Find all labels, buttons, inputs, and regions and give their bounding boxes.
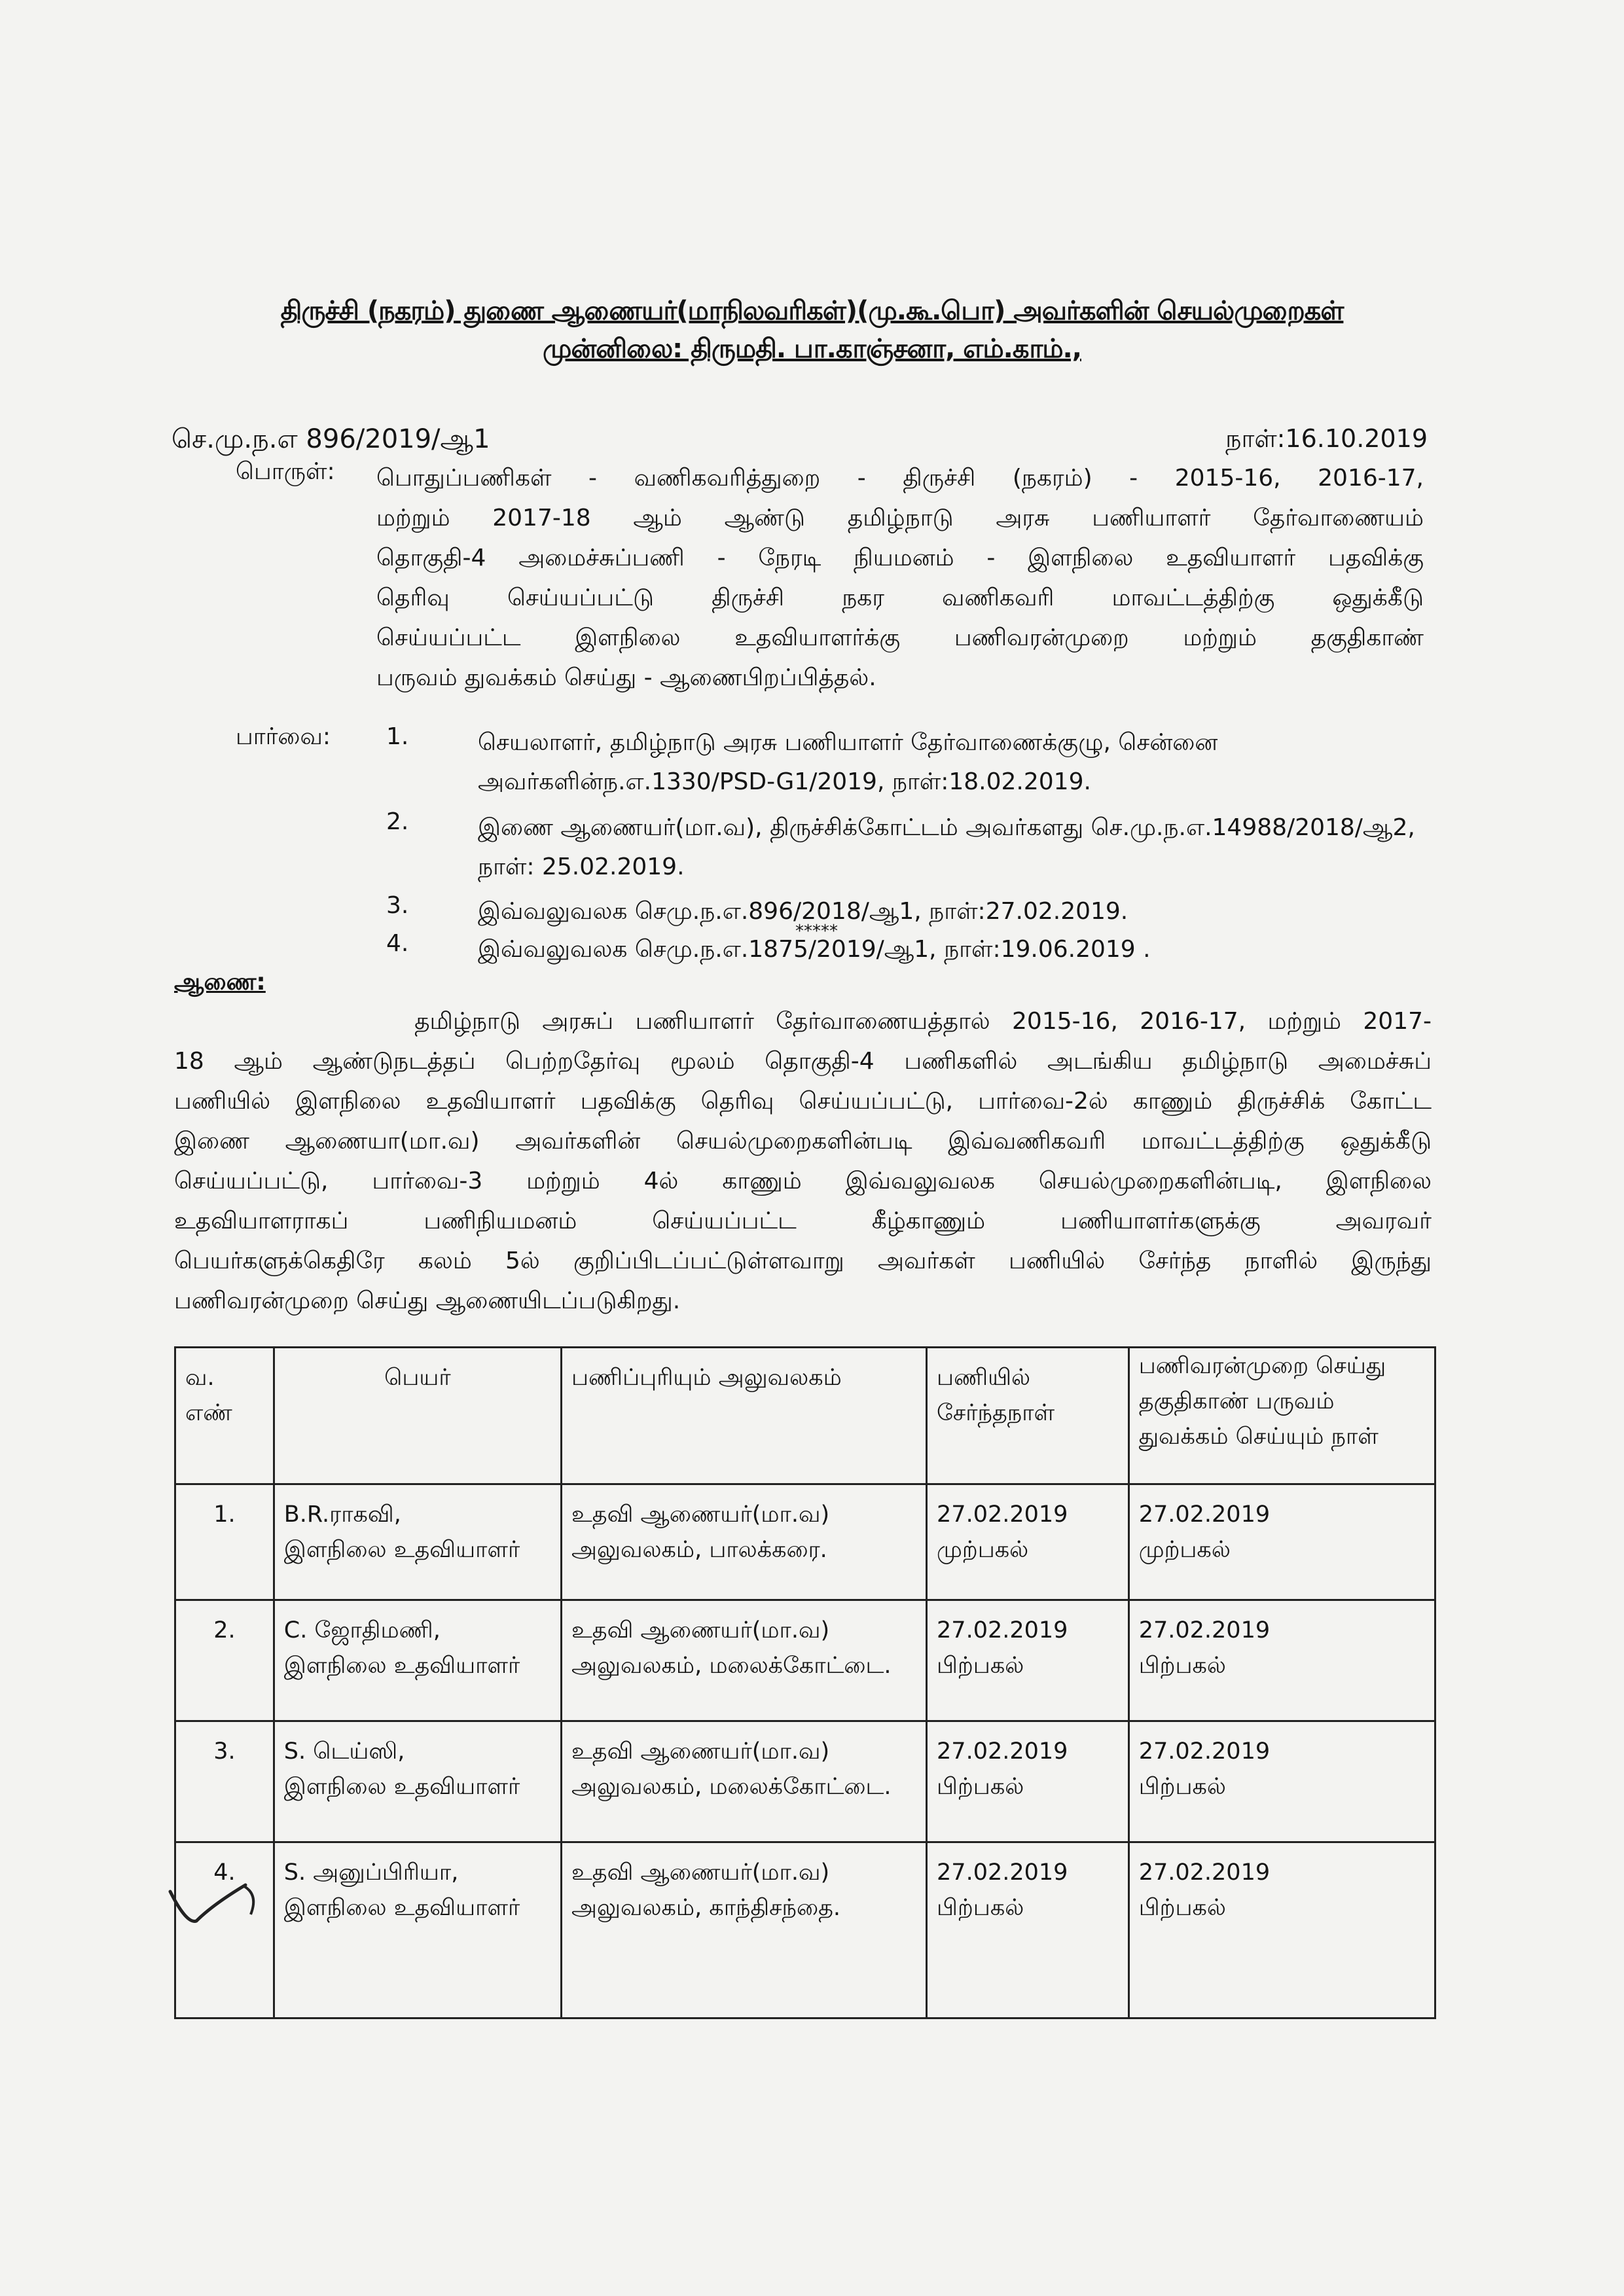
order-line: செய்யப்பட்டு, பார்வை-3 மற்றும் 4ல் காணும் இவ்வலுவலக செயல்முறைகளின்படி, இளநிலை	[174, 1168, 1432, 1194]
joined-date: 27.02.2019	[937, 1738, 1068, 1765]
header-sno: வ. எண்	[175, 1348, 274, 1484]
start-date: 27.02.2019	[1138, 1738, 1271, 1765]
reference-text: இவ்வலுவலக செமு.ந.எ.896/2018/ஆ1, நாள்:27.02.2019.	[478, 898, 1128, 925]
cell-joined	[927, 1600, 1129, 1721]
reference-text: இவ்வலுவலக செமு.ந.எ.1875/2019/ஆ1, நாள்:19.06.2019 .	[478, 936, 1151, 963]
reference-item	[236, 723, 1434, 808]
joined-date: 27.02.2019	[937, 1617, 1068, 1643]
table-row	[175, 1600, 1435, 1721]
employee-name: S. டெய்ஸி,	[283, 1738, 405, 1765]
cell-sno: 1.	[175, 1484, 274, 1600]
joined-session: பிற்பகல்	[937, 1774, 1024, 1800]
cell-office: உதவி ஆணையர்(மா.வ) அலுவலகம், மலைக்கோட்டை.	[562, 1600, 927, 1721]
start-date: 27.02.2019	[1138, 1859, 1271, 1886]
employee-name: S. அனுப்பிரியா,	[283, 1859, 459, 1886]
regularisation-table	[174, 1346, 1436, 2019]
order-line: பணியில் இளநிலை உதவியாளர் பதவிக்கு தெரிவு செய்யப்பட்டு, பார்வை-2ல் காணும் திருச்சிக் கோட்ட	[174, 1088, 1432, 1115]
cell-start	[1128, 1600, 1435, 1721]
employee-designation: இளநிலை உதவியாளர்	[283, 1537, 520, 1563]
order-line: உதவியாளராகப் பணிநியமனம் செய்யப்பட்ட கீழ்காணும் பணியாளர்களுக்கு அவரவர்	[174, 1208, 1432, 1234]
reference-number: 3.	[386, 892, 409, 919]
employee-name: C. ஜோதிமணி,	[283, 1617, 441, 1643]
cell-joined	[927, 1721, 1129, 1842]
cell-start	[1128, 1484, 1435, 1600]
table-row	[175, 1721, 1435, 1842]
cell-office: உதவி ஆணையர்(மா.வ) அலுவலகம், பாலக்கரை.	[562, 1484, 927, 1600]
order-heading: ஆணை:	[174, 969, 266, 996]
subject-line: மற்றும் 2017-18 ஆம் ஆண்டு தமிழ்நாடு அரசு பணியாளர் தேர்வாணையம்	[376, 505, 1424, 531]
start-date: 27.02.2019	[1138, 1617, 1271, 1643]
start-session: பிற்பகல்	[1138, 1774, 1226, 1800]
cell-start	[1128, 1842, 1435, 2018]
header-office: பணிப்புரியும் அலுவலகம்	[562, 1348, 927, 1484]
start-session: பிற்பகல்	[1138, 1653, 1226, 1679]
subject-line: செய்யப்பட்ட இளநிலை உதவியாளர்க்கு பணிவரன்முறை மற்றும் தகுதிகாண்	[376, 624, 1424, 651]
cell-sno: 3.	[175, 1721, 274, 1842]
reference-number: செ.மு.ந.எ 896/2019/ஆ1	[171, 424, 490, 454]
start-date: 27.02.2019	[1138, 1501, 1271, 1528]
cell-joined	[927, 1484, 1129, 1600]
subject-line: பருவம் துவக்கம் செய்து - ஆணைபிறப்பித்தல்.	[376, 664, 876, 691]
order-line: தமிழ்நாடு அரசுப் பணியாளர் தேர்வாணையத்தால் 2015-16, 2016-17, மற்றும் 2017-	[174, 1008, 1432, 1035]
cell-name	[274, 1721, 561, 1842]
start-session: பிற்பகல்	[1138, 1895, 1226, 1921]
references-label: பார்வை:	[236, 723, 331, 750]
reference-item	[236, 808, 1434, 892]
start-session: முற்பகல்	[1138, 1537, 1231, 1563]
order-line: இணை ஆணையா(மா.வ) அவர்களின் செயல்முறைகளின்படி இவ்வணிகவரி மாவட்டத்திற்கு ஒதுக்கீடு	[174, 1128, 1432, 1155]
cell-sno: 4.	[175, 1842, 274, 2018]
cell-office: உதவி ஆணையர்(மா.வ) அலுவலகம், மலைக்கோட்டை.	[562, 1721, 927, 1842]
office-header-line2	[0, 334, 1624, 367]
separator-stars: *****	[795, 922, 838, 941]
reference-text: செயலாளர், தமிழ்நாடு அரசு பணியாளர் தேர்வாணைக்குழு, சென்னை அவர்களின்ந.எ.1330/PSD-G1/2019, நாள்:18.02.2019.	[478, 729, 1218, 795]
reference-number: 2.	[386, 808, 409, 835]
order-line: 18 ஆம் ஆண்டுநடத்தப் பெற்றதேர்வு மூலம் தொகுதி-4 பணிகளில் அடங்கிய தமிழ்நாடு அமைச்சுப்	[174, 1048, 1432, 1075]
order-line: பணிவரன்முறை செய்து ஆணையிடப்படுகிறது.	[174, 1287, 681, 1314]
document-date: நாள்:16.10.2019	[1225, 424, 1428, 453]
table-header-row	[175, 1348, 1435, 1484]
header-start-date: பணிவரன்முறை செய்து தகுதிகாண் பருவம் துவக்கம் செய்யும் நாள்	[1128, 1348, 1435, 1484]
reference-text: இணை ஆணையர்(மா.வ), திருச்சிக்கோட்டம் அவர்களது செ.மு.ந.எ.14988/2018/ஆ2, நாள்: 25.02.2019.	[478, 814, 1415, 880]
header-name: பெயர்	[274, 1348, 561, 1484]
table-row	[175, 1842, 1435, 2018]
header-joined: பணியில் சேர்ந்தநாள்	[927, 1348, 1129, 1484]
reference-number: 4.	[386, 930, 409, 957]
joined-session: முற்பகல்	[937, 1537, 1029, 1563]
subject-line: தொகுதி-4 அமைச்சுப்பணி - நேரடி நியமனம் - இளநிலை உதவியாளர் பதவிக்கு	[376, 545, 1424, 571]
joined-date: 27.02.2019	[937, 1859, 1068, 1886]
joined-session: பிற்பகல்	[937, 1895, 1024, 1921]
table-row	[175, 1484, 1435, 1600]
cell-name	[274, 1484, 561, 1600]
order-line: பெயர்களுக்கெதிரே கலம் 5ல் குறிப்பிடப்பட்டுள்ளவாறு அவர்கள் பணியில் சேர்ந்த நாளில் இருந்து	[174, 1247, 1432, 1274]
header-line2-text: முன்னிலை: திருமதி. பா.காஞ்சனா, எம்.காம்.,	[543, 334, 1081, 364]
subject-label: பொருள்:	[236, 458, 335, 485]
reference-number: 1.	[386, 723, 409, 750]
subject-line: பொதுப்பணிகள் - வணிகவரித்துறை - திருச்சி (நகரம்) - 2015-16, 2016-17,	[376, 465, 1424, 492]
cell-name	[274, 1842, 561, 2018]
employee-name: B.R.ராகவி,	[283, 1501, 401, 1528]
cell-sno: 2.	[175, 1600, 274, 1721]
employee-designation: இளநிலை உதவியாளர்	[283, 1895, 520, 1921]
employee-designation: இளநிலை உதவியாளர்	[283, 1774, 520, 1800]
joined-session: பிற்பகல்	[937, 1653, 1024, 1679]
joined-date: 27.02.2019	[937, 1501, 1068, 1528]
subject-line: தெரிவு செய்யப்பட்டு திருச்சி நகர வணிகவரி மாவட்டத்திற்கு ஒதுக்கீடு	[376, 584, 1424, 611]
cell-joined	[927, 1842, 1129, 2018]
order-paragraph	[174, 1001, 1432, 1321]
employee-designation: இளநிலை உதவியாளர்	[283, 1653, 520, 1679]
subject-text	[376, 458, 1424, 698]
cell-name	[274, 1600, 561, 1721]
handwritten-check-mark-icon	[167, 1878, 265, 1937]
header-line1-text: திருச்சி (நகரம்) துணை ஆணையர்(மாநிலவரிகள்)(மு.கூ.பொ) அவர்களின் செயல்முறைகள்	[280, 296, 1344, 326]
cell-office: உதவி ஆணையர்(மா.வ) அலுவலகம், காந்திசந்தை.	[562, 1842, 927, 2018]
cell-start	[1128, 1721, 1435, 1842]
office-header-line1	[0, 296, 1624, 329]
